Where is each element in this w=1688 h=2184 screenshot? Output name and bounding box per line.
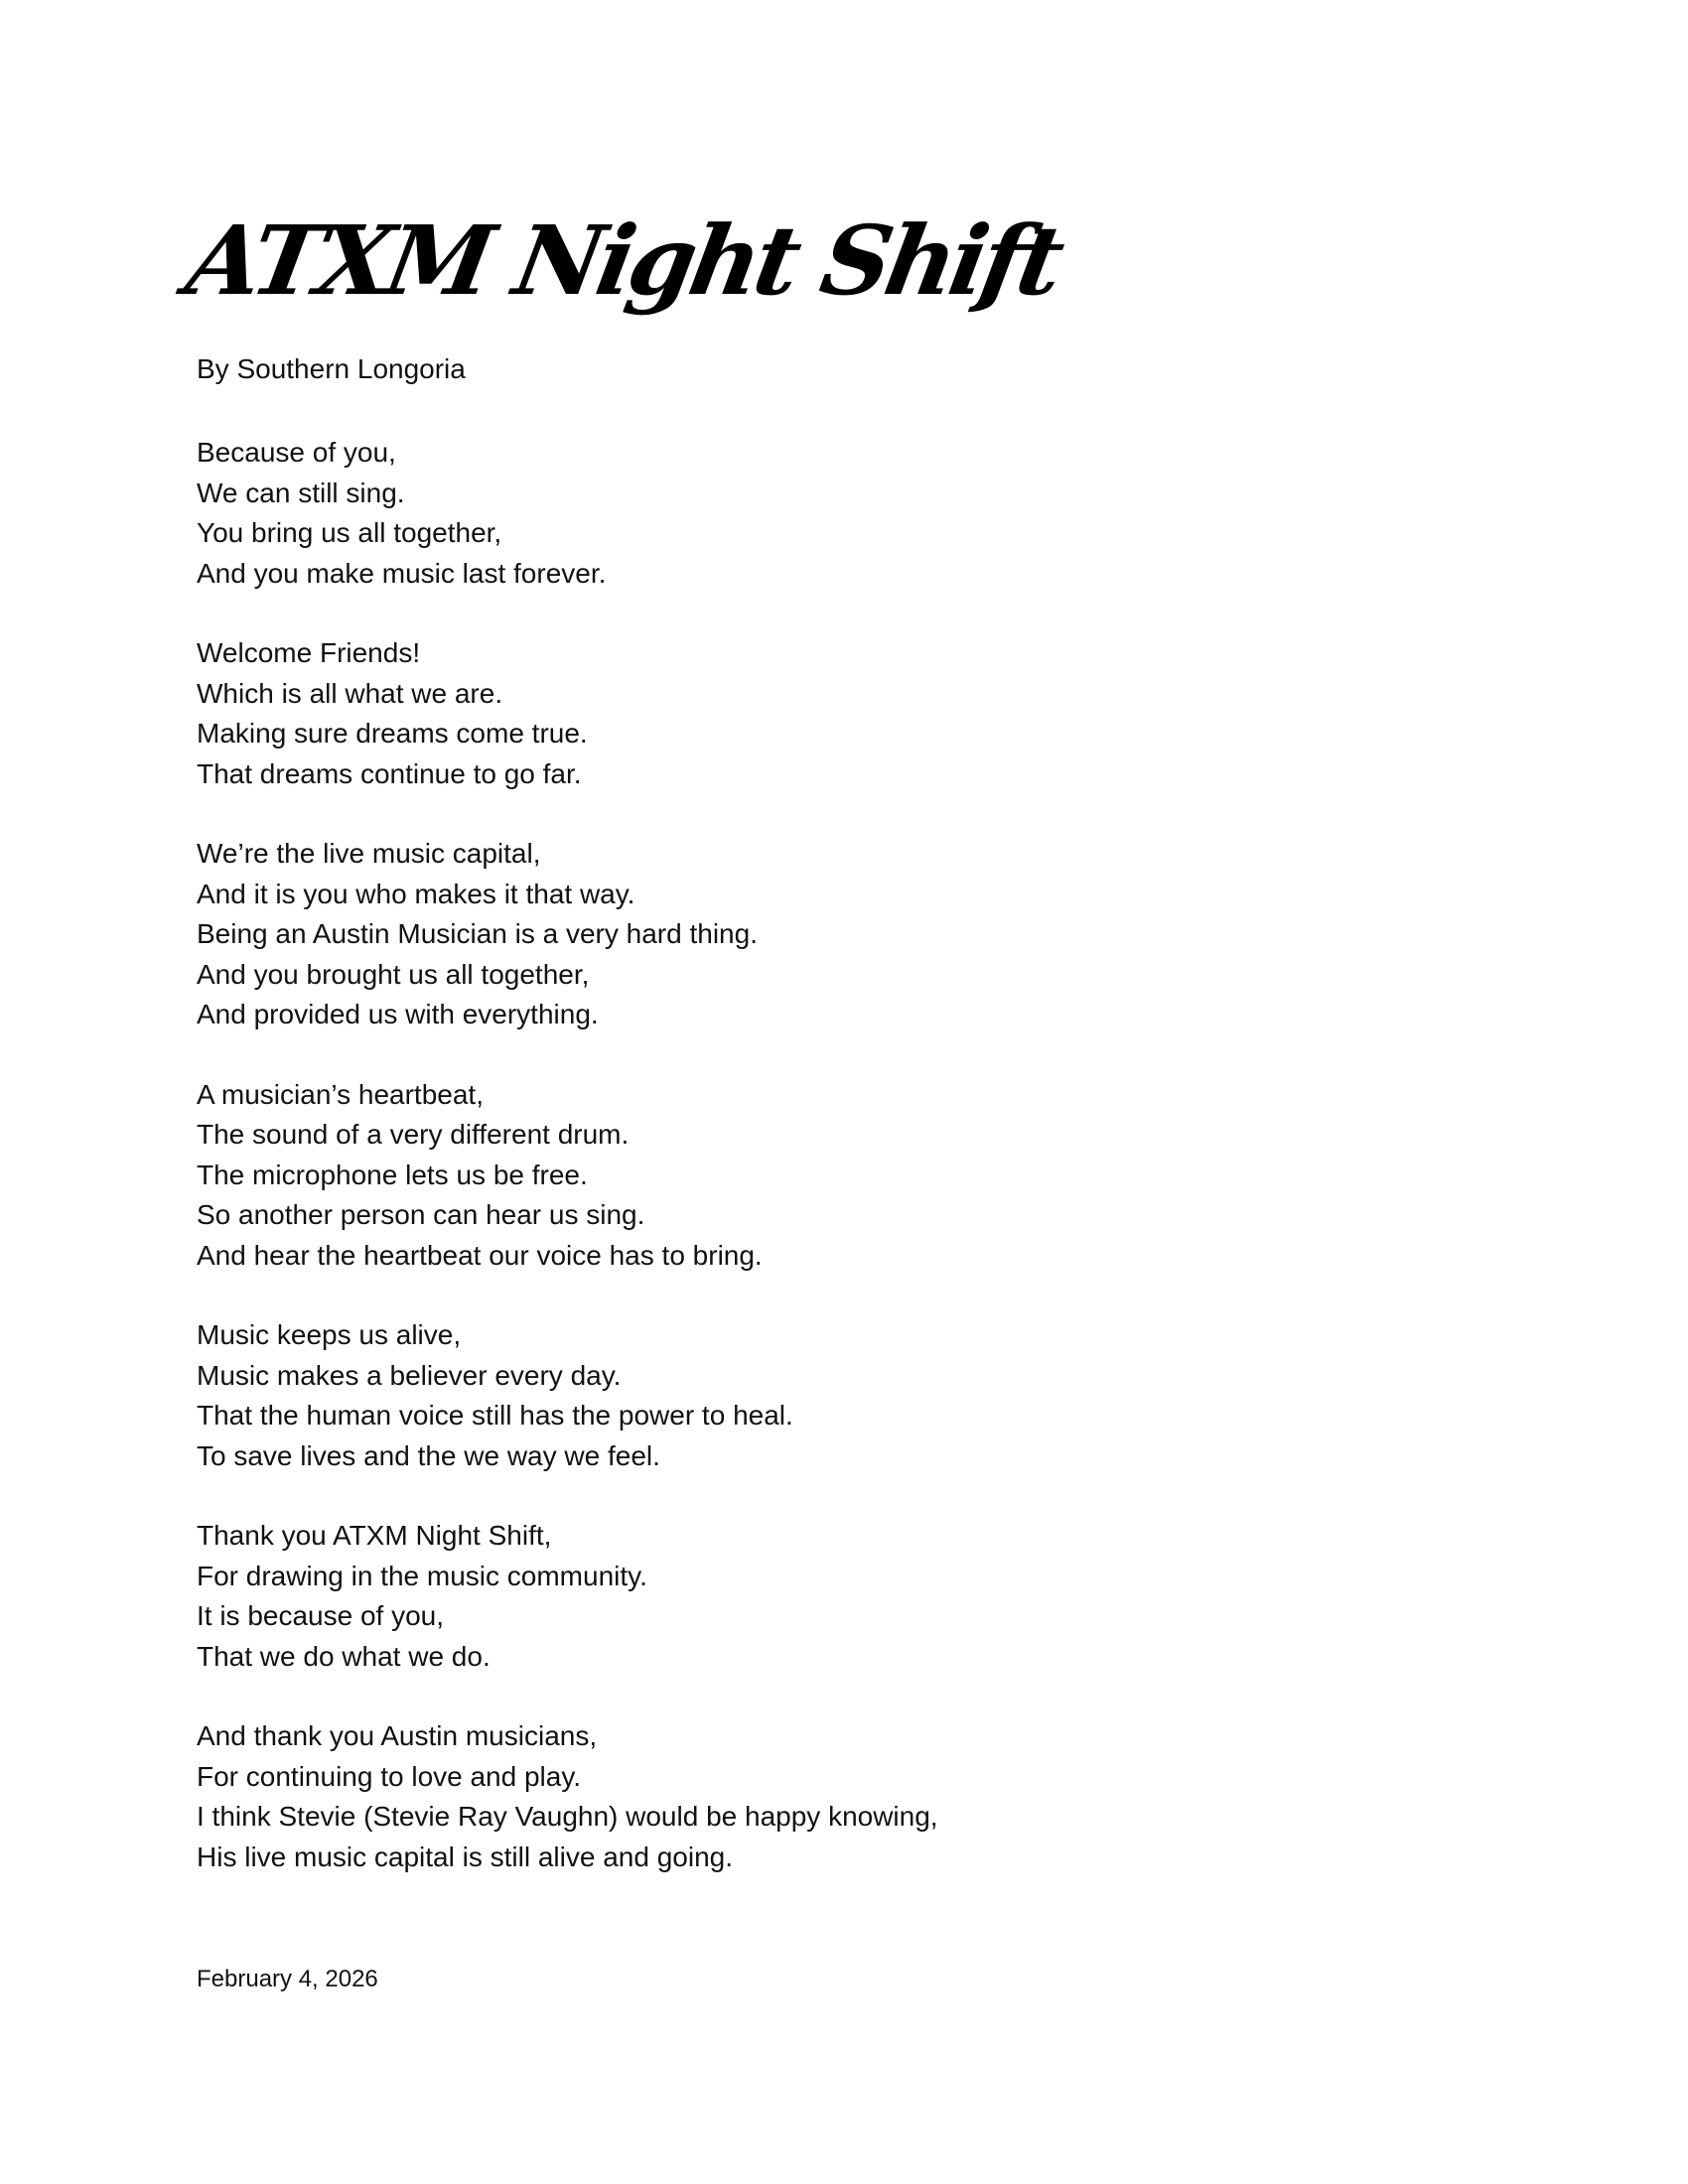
poem-line: And provided us with everything. (197, 999, 599, 1029)
poem-line: That dreams continue to go far. (197, 757, 582, 789)
stanza (197, 633, 1487, 794)
poem-title: ATXM Night Shift (179, 205, 1068, 317)
poem-date: February 4, 2026 (197, 1966, 378, 1992)
poem-author: By Southern Longoria (197, 353, 466, 384)
poem-line: It is because of you, (197, 1600, 445, 1631)
poem-line: To save lives and the we way we feel. (197, 1439, 660, 1471)
poem-line: The sound of a very different drum. (197, 1119, 630, 1150)
poem-line: That we do what we do. (197, 1640, 491, 1672)
stanza (197, 834, 1487, 1035)
poem-body (197, 433, 1487, 1917)
poem-line: A musician’s heartbeat, (197, 1078, 484, 1110)
poem-line: Welcome Friends! (197, 637, 421, 668)
poem-line: So another person can hear us sing. (197, 1199, 645, 1230)
poem-line: And it is you who makes it that way. (197, 878, 635, 909)
poem-line: You bring us all together, (197, 517, 502, 548)
stanza (197, 1516, 1487, 1677)
poem-line: We can still sing. (197, 477, 405, 508)
stanza (197, 1075, 1487, 1277)
poem-line: Because of you, (197, 437, 396, 468)
poem-line: That the human voice still has the power to heal. (197, 1400, 793, 1431)
stanza (197, 1315, 1487, 1476)
poem-line: The microphone lets us be free. (197, 1159, 588, 1190)
poem-line: For continuing to love and play. (197, 1760, 582, 1792)
stanza (197, 1716, 1487, 1877)
poem-line: And you make music last forever. (197, 557, 607, 589)
poem-line: Which is all what we are. (197, 677, 503, 709)
poem-line: His live music capital is still alive and going. (197, 1841, 733, 1872)
poem-line: And thank you Austin musicians, (197, 1720, 598, 1751)
poem-line: Thank you ATXM Night Shift, (197, 1520, 552, 1551)
poem-line: Making sure dreams come true. (197, 718, 588, 749)
poem-line: And you brought us all together, (197, 958, 590, 990)
poem-line: For drawing in the music community. (197, 1560, 647, 1591)
poem-line: Music keeps us alive, (197, 1319, 462, 1350)
poem-line: We’re the live music capital, (197, 838, 541, 869)
poem-line: I think Stevie (Stevie Ray Vaughn) would be happy knowing, (197, 1801, 938, 1832)
poem-line: Music makes a believer every day. (197, 1359, 622, 1391)
poem-line: And hear the heartbeat our voice has to bring. (197, 1239, 763, 1271)
stanza (197, 433, 1487, 594)
poem-line: Being an Austin Musician is a very hard thing. (197, 918, 758, 949)
